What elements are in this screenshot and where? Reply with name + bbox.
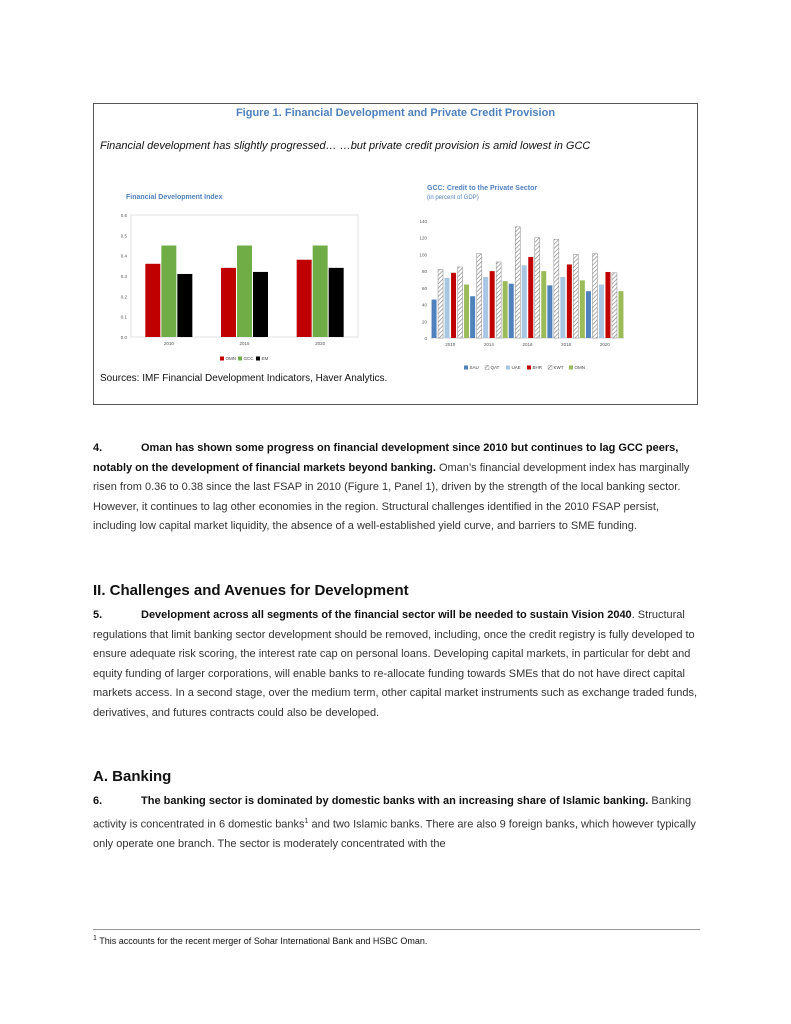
legend-swatch-em (256, 357, 260, 361)
bar-sau-2014 (470, 296, 475, 338)
bar-bhr-2016 (528, 257, 533, 338)
para-text: and two Islamic banks. There are also 9 foreign banks, which however typically only operate one branch. The sector is moderately concentrated with the (93, 818, 696, 850)
paragraph-5 (93, 606, 703, 724)
bar-sau-2020 (586, 291, 591, 338)
legend-label-omn: OMN (574, 365, 585, 370)
x-tick-label: 2015 (239, 341, 250, 346)
figure-subtitle (100, 140, 590, 152)
bar-sau-2010 (432, 300, 437, 338)
legend-swatch-sau (464, 366, 468, 370)
y-tick-label: 140 (419, 219, 427, 224)
bar-omn-2010 (145, 264, 160, 337)
bar-qat-2018 (554, 239, 559, 338)
credit-chart-subtitle: (in percent of GDP) (427, 195, 479, 201)
bar-gcc-2010 (161, 246, 176, 338)
y-tick-label: 0.5 (120, 233, 127, 239)
legend-label-omn: OMN (225, 356, 236, 361)
legend-swatch-qat (485, 366, 489, 370)
bar-omn-2016 (541, 271, 546, 338)
bar-kwt-2018 (573, 254, 578, 338)
legend-swatch-omn (220, 357, 224, 361)
paragraph-4 (93, 439, 703, 537)
footnote-divider (93, 929, 700, 930)
footnote-text: This accounts for the recent merger of Sohar International Bank and HSBC Oman. (96, 936, 428, 946)
figure-1-box (93, 103, 698, 405)
x-tick-label: 2020 (599, 342, 610, 347)
footnote-ref[interactable]: 1 (304, 817, 309, 825)
x-tick-label: 2020 (315, 341, 326, 346)
bar-uae-2016 (522, 265, 527, 338)
bar-qat-2014 (477, 254, 482, 338)
x-tick-label: 2016 (522, 342, 533, 347)
y-tick-label: 100 (419, 252, 427, 258)
bar-em-2015 (253, 272, 268, 337)
fd-index-chart (108, 186, 363, 366)
figure-source: Sources: IMF Financial Development Indicators, Haver Analytics. (100, 373, 388, 384)
y-tick-label: 0 (424, 336, 427, 341)
bar-qat-2020 (592, 254, 597, 338)
bar-omn-2015 (221, 268, 236, 337)
credit-chart-svg (406, 184, 626, 374)
bar-omn-2020 (297, 260, 312, 337)
x-tick-label: 2010 (445, 342, 456, 347)
bar-bhr-2010 (451, 273, 456, 338)
bar-uae-2014 (483, 277, 488, 338)
fd-chart-svg (108, 186, 363, 366)
subsection-heading: A. Banking (93, 768, 172, 785)
para-bold-lead: Oman has shown some progress on financial development since 2010 but continues to lag GCC peers, notably on the development of financial markets beyond banking. (93, 442, 679, 474)
bar-sau-2016 (509, 284, 514, 338)
bar-uae-2010 (445, 278, 450, 338)
bar-bhr-2014 (490, 271, 495, 338)
bar-qat-2016 (515, 227, 520, 338)
bar-bhr-2018 (567, 264, 572, 338)
footnote-mark: 1 (93, 935, 97, 942)
credit-chart-title: GCC: Credit to the Private Sector (427, 185, 538, 192)
bar-qat-2010 (438, 269, 443, 338)
legend-swatch-bhr (527, 366, 531, 370)
bar-kwt-2010 (458, 267, 463, 338)
y-tick-label: 0.2 (120, 294, 127, 300)
para-text: Banking activity is concentrated in 6 domestic banks (93, 795, 692, 831)
bar-uae-2018 (560, 277, 565, 338)
y-tick-label: 120 (419, 235, 427, 241)
para-number: 5. (93, 609, 103, 621)
fd-chart-title: Financial Development Index (126, 194, 223, 201)
para-text: Oman’s financial development index has marginally risen from 0.36 to 0.38 since the last FSAP in 2010 (Figure 1, Panel 1), driven by the strength of the local banking sector. However, it continues to lag other economies in the region. Structural challenges identified in the 2010 FSAP persist, including low capital market liquidity, the absence of a well-established yield curve, and barriers to SME funding. (93, 461, 690, 533)
y-tick-label: 20 (421, 319, 427, 325)
figure-title: Figure 1. Financial Development and Private Credit Provision (235, 107, 556, 119)
y-tick-label: 80 (421, 269, 427, 275)
y-tick-label: 0.3 (120, 274, 127, 279)
credit-chart (406, 184, 626, 374)
figure-subtitle-left: Financial development has slightly progressed… (100, 140, 337, 152)
y-tick-label: 0.4 (120, 253, 127, 259)
legend-label-uae: UAE (511, 365, 521, 370)
bar-kwt-2020 (612, 273, 617, 338)
bar-bhr-2020 (605, 272, 610, 338)
y-tick-label: 0.6 (120, 213, 127, 218)
bar-omn-2010 (464, 285, 469, 338)
legend-swatch-omn (569, 366, 573, 370)
y-tick-label: 60 (421, 285, 427, 291)
para-number: 6. (93, 795, 103, 807)
bar-kwt-2016 (535, 238, 540, 338)
legend-label-gcc: GCC (243, 356, 254, 361)
bar-uae-2020 (599, 285, 604, 338)
para-bold-lead: The banking sector is dominated by domestic banks with an increasing share of Islamic banking. (141, 795, 649, 807)
bar-kwt-2014 (496, 262, 501, 338)
legend-swatch-uae (506, 366, 510, 370)
legend-label-em: EM (261, 356, 269, 361)
bar-gcc-2020 (313, 246, 328, 338)
x-tick-label: 2010 (163, 341, 174, 346)
y-tick-label: 40 (421, 302, 427, 308)
footnote (93, 935, 427, 946)
paragraph-6 (93, 792, 703, 854)
x-tick-label: 2018 (561, 342, 572, 347)
legend-swatch-gcc (238, 357, 242, 361)
bar-em-2020 (329, 268, 344, 337)
bar-omn-2020 (618, 291, 623, 338)
para-text: . Structural regulations that limit banking sector development should be removed, including, once the credit registry is fully developed to ensure adequate risk scoring, the interest rate cap on personal loans. Developing capital markets, in particular for debt and equity funding of larger corporations, will enable banks to re-allocate funding towards SMEs that do not have direct capital markets access. In a second stage, over the medium term, other capital market instruments such as exchange traded funds, derivatives, and futures contracts could also be developed. (93, 609, 698, 719)
para-number: 4. (93, 442, 103, 454)
figure-subtitle-right: …but private credit provision is amid lowest in GCC (339, 140, 591, 152)
legend-label-qat: QAT (490, 365, 500, 370)
bar-gcc-2015 (237, 246, 252, 338)
legend-label-kwt: KWT (553, 365, 564, 370)
x-tick-label: 2014 (483, 342, 494, 347)
legend-label-bhr: BHR (532, 365, 543, 370)
legend-swatch-kwt (548, 366, 552, 370)
legend-label-sau: SAU (469, 365, 479, 370)
y-tick-label: 0.0 (120, 335, 127, 340)
bar-sau-2018 (547, 285, 552, 338)
bar-em-2010 (177, 274, 192, 337)
bar-omn-2014 (503, 281, 508, 338)
y-tick-label: 0.1 (120, 314, 127, 320)
para-bold-lead: Development across all segments of the financial sector will be needed to sustain Vision 2040 (141, 609, 632, 621)
bar-omn-2018 (580, 280, 585, 338)
section-heading: II. Challenges and Avenues for Development (93, 582, 409, 599)
